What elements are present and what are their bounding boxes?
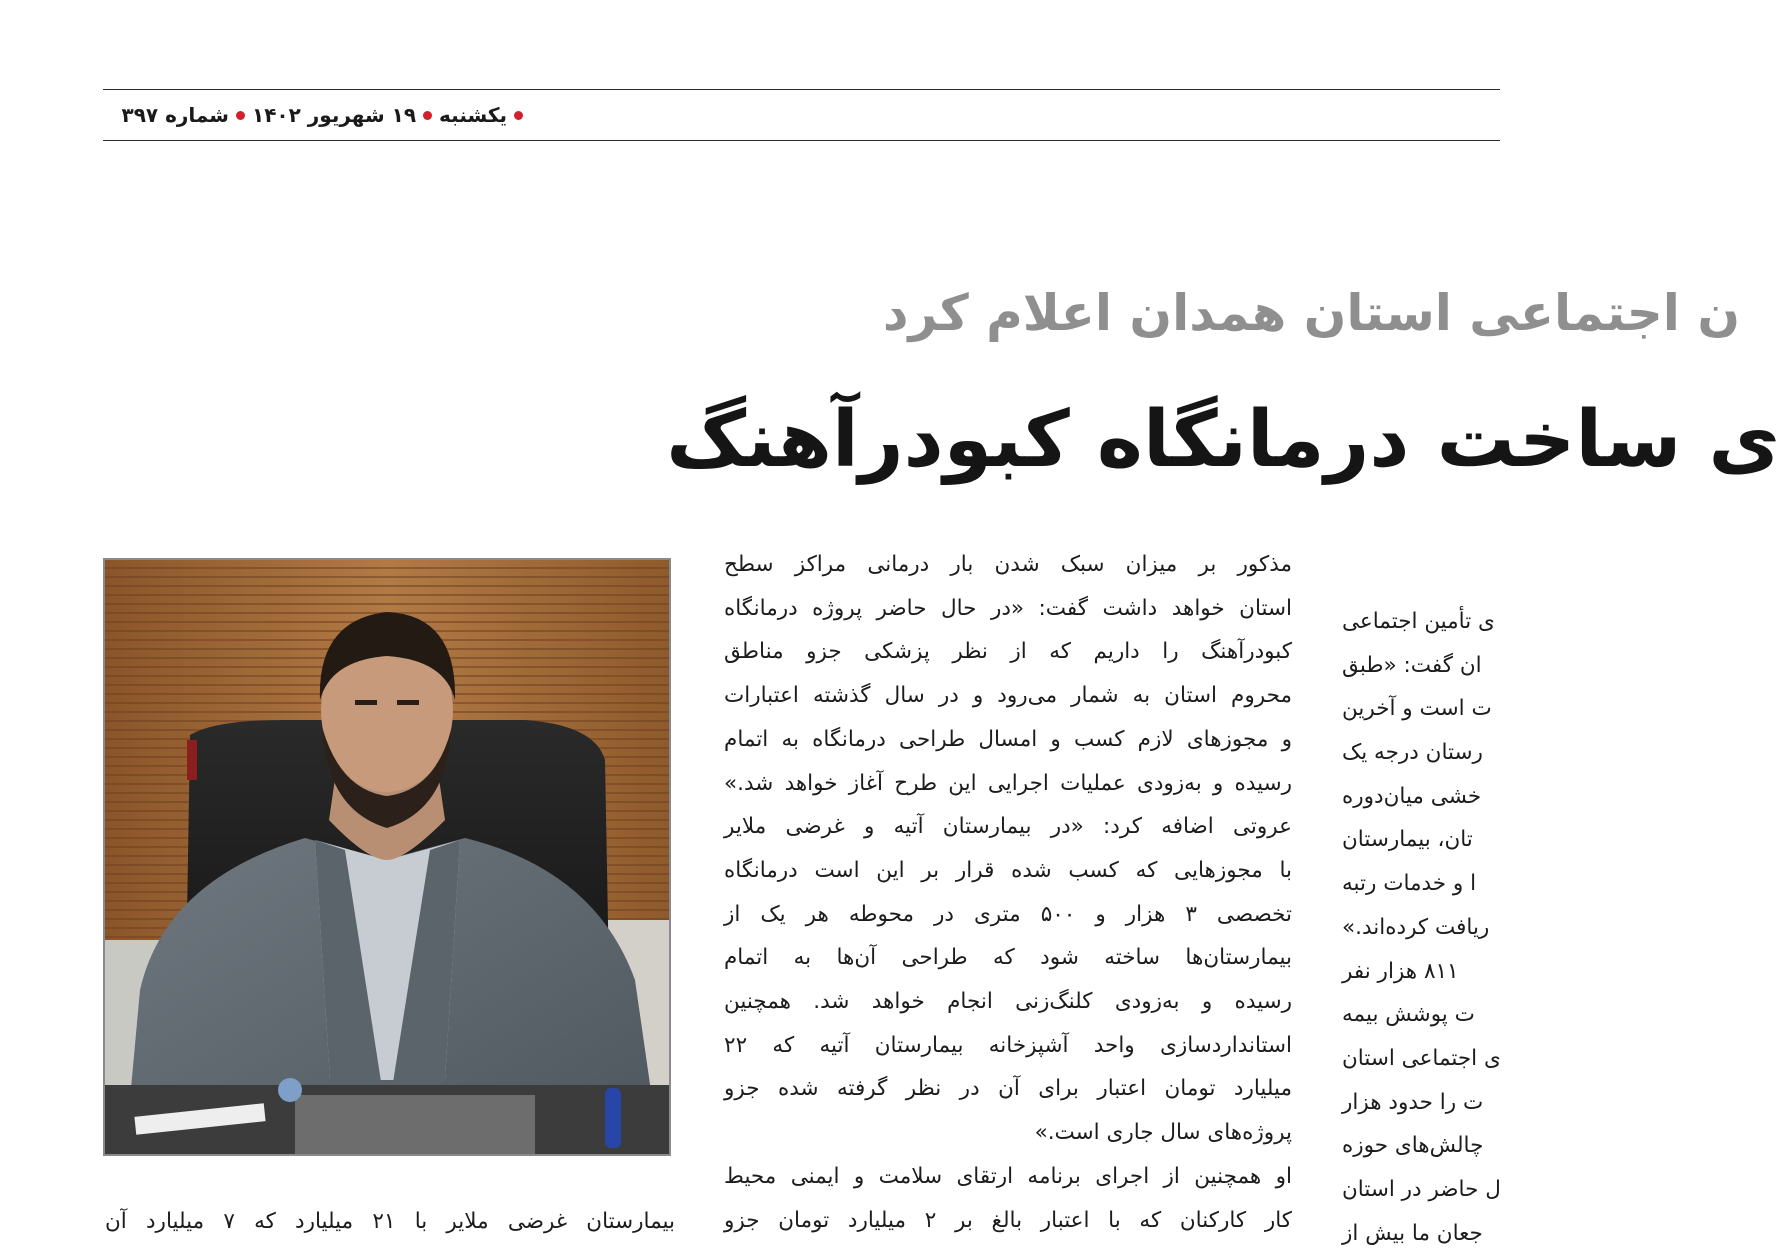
portrait-photo [103, 558, 671, 1156]
article-line: پروژه‌های سال جاری است.» [1034, 1120, 1292, 1146]
header-top-rule [103, 89, 1500, 90]
article-line: محروم استان به شمار می‌رود و در سال گذشته اعتبارات [723, 683, 1292, 709]
main-article-column [722, 543, 1292, 1259]
issue-info [103, 98, 523, 132]
article-line: میلیارد تومان اعتبار برای آن در نظر گرفته شده جزو [723, 1076, 1292, 1102]
article-line: ت را حدود هزار [1342, 1089, 1484, 1115]
article-line: بیمارستان‌ها ساخته شود که طراحی آن‌ها به اتمام [723, 945, 1292, 971]
article-line: بیمارستان غرضی ملایر با ۲۱ میلیارد که ۷ میلیارد آن [105, 1209, 675, 1234]
article-line: استان خواهد داشت گفت: «در حال حاضر پروژه درمانگاه [723, 595, 1292, 621]
kicker [640, 278, 1740, 348]
article-line: ی تأمین اجتماعی [1342, 609, 1495, 634]
article-line: ا و خدمات رتبه [1342, 871, 1477, 897]
left-article-column [103, 1200, 675, 1259]
article-line: استانداردسازی واحد آشپزخانه بیمارستان آتیه که ۲۲ [724, 1032, 1292, 1058]
article-line: تخصصی ۳ هزار و ۵۰۰ متری در محوطه هر یک از [724, 901, 1292, 927]
article-line: ۸۱۱ هزار نفر [1342, 958, 1459, 984]
article-line: مذکور بر میزان سبک شدن بار درمانی مراکز سطح [724, 552, 1292, 577]
article-line: ان گفت: «طبق [1342, 652, 1482, 678]
article-line: رسیده و به‌زودی عملیات اجرایی این طرح آغاز خواهد شد.» [724, 770, 1292, 796]
red-dot-icon [514, 111, 523, 120]
article-line: کبودرآهنگ را داریم که از نظر پزشکی جزو مناطق [724, 639, 1292, 665]
red-dot-icon [236, 111, 245, 120]
article-line: ت پوشش بیمه [1342, 1002, 1475, 1028]
kicker-text: ن اجتماعی استان همدان اعلام کرد [882, 284, 1740, 342]
article-line: تان، بیمارستان [1342, 827, 1473, 853]
article-line: عروتی اضافه کرد: «در بیمارستان آتیه و غرضی ملایر [724, 814, 1292, 840]
article-line: ل حاضر در استان [1342, 1176, 1501, 1202]
article-line: ی اجتماعی استان [1342, 1045, 1501, 1071]
article-line: کار کارکنان که با اعتبار بالغ بر ۲ میلیارد تومان جزو [724, 1207, 1292, 1233]
headline [540, 385, 1780, 495]
red-dot-icon [423, 111, 432, 120]
article-line: رستان درجه یک [1342, 740, 1483, 766]
right-article-column [1342, 600, 1500, 1259]
article-line: جعان ما بیش از [1342, 1220, 1483, 1246]
portrait-illustration [105, 560, 669, 1154]
headline-text: ی ساخت درمانگاه کبودرآهنگ [666, 395, 1780, 485]
article-line: با مجوزهایی که کسب شده قرار بر این است درمانگاه [724, 857, 1292, 883]
header-bottom-rule [103, 140, 1500, 141]
article-line: چالش‌های حوزه [1342, 1133, 1484, 1159]
issue-date: ۱۹ شهریور ۱۴۰۲ [251, 103, 417, 127]
article-line: ریافت کرده‌اند.» [1342, 914, 1490, 940]
article-line: خشی میان‌دوره [1342, 783, 1482, 809]
issue-day: یکشنبه [439, 103, 507, 127]
article-line: ت است و آخرین [1342, 696, 1492, 722]
article-line: رسیده و به‌زودی کلنگ‌زنی انجام خواهد شد. همچنین [723, 989, 1292, 1015]
issue-number: شماره ۳۹۷ [121, 103, 229, 127]
article-line: او همچنین از اجرای برنامه ارتقای سلامت و ایمنی محیط [724, 1163, 1292, 1189]
article-line: و مجوزهای لازم کسب و امسال طراحی درمانگاه به اتمام [724, 726, 1292, 752]
